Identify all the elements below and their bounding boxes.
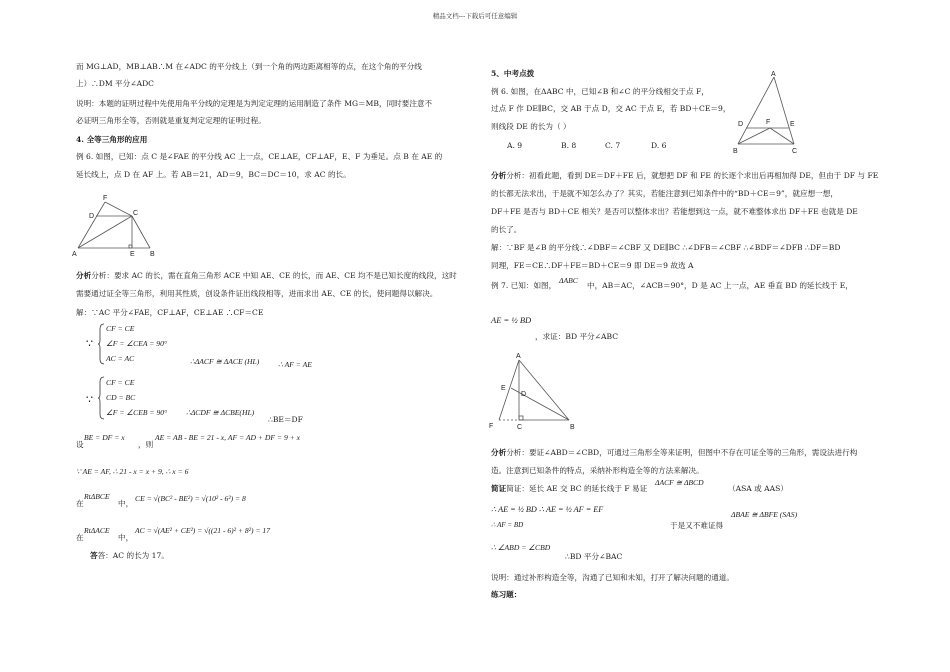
label-b: B [570, 424, 575, 431]
text-line: 的长了。 [491, 225, 522, 234]
label-c: C [133, 210, 139, 217]
math-line: ∠F = ∠CEB = 90° [106, 408, 168, 417]
text-line: 造。注意到已知条件的特点，采纳补形构造全等的方法来解决。 [491, 466, 704, 475]
geometry-figure-1 [70, 190, 165, 258]
math-line: ∴ AF = AE [278, 360, 312, 369]
line-cf [770, 128, 794, 144]
geometry-figure-2 [730, 68, 805, 158]
label-b: B [150, 251, 155, 258]
label-c: C [517, 424, 523, 431]
because-symbol: ∵ [86, 337, 93, 350]
text-line: 在 [76, 499, 84, 508]
text-line: 中，AB＝AC，∠ACB＝90°，D 是 AC 上一点，AE 垂直 BD 的延长线于 E， [587, 281, 853, 290]
because-symbol: ∵ [86, 393, 93, 406]
text-line: 在 [76, 533, 84, 542]
label-f: F [103, 195, 108, 202]
brace-1 [98, 323, 106, 365]
math-line: ΔABC [559, 276, 578, 285]
solution-line: 解：∵BF 是∠B 的平分线∴∠DBF＝∠CBF 又 DE∥BC ∴∠DFB＝∠CBF ∴∠BDF＝∠DFB ∴DF＝BD [491, 243, 841, 252]
math-line: ∵ AE = AF, ∴ 21 - x = x + 9, ∴ x = 6 [76, 467, 189, 476]
label-e: E [501, 385, 506, 392]
text-line: 延长线上，点 D 在 AF 上。若 AB＝21，AD＝9，BC＝DC＝10，求 AC 的长。 [76, 170, 351, 179]
line-ab [519, 360, 569, 420]
line-ac [78, 216, 132, 248]
text-line: 过点 F 作 DE∥BC，交 AB 于点 D，交 AC 于点 E，若 BD＋CE＝9， [491, 104, 731, 113]
exercises-heading: 练习题： [491, 590, 522, 599]
geometry-figure-3 [483, 350, 583, 432]
text-line: ∴BE＝DF [268, 415, 303, 424]
solution-line: 解：∵AC 平分∠FAE，CF⊥AF，CE⊥AE ∴CF＝CE [76, 308, 264, 317]
option-d: D. 6 [651, 141, 667, 150]
math-line: ΔBAE ≅ ΔBFE (SAS) [731, 510, 798, 519]
line-fc [105, 202, 132, 216]
label-e: E [790, 121, 795, 128]
text-line: 例 6. 如图，在ΔABC 中，已知∠B 和∠C 的平分线相交于点 F， [491, 87, 709, 96]
label-a: A [771, 71, 776, 78]
math-line: ∴ AF = BD [491, 521, 524, 529]
text-line: 说明：本题的证明过程中先使用角平分线的定理是为判定定理的运用制造了条件 MG＝MB，同时要注意不 [76, 99, 433, 108]
text-line: 需要通过证全等三角形，利用其性质，创设条件证出线段相等，进而求出 AE、CE 的长，使问题得以解决。 [76, 289, 438, 298]
math-line: ∴ ∠ABD = ∠CBD [491, 543, 551, 552]
line-af [78, 202, 105, 248]
label-a: A [72, 251, 77, 258]
note-line: 说明：通过补形构造全等，沟通了已知和未知，打开了解决问题的通道。 [491, 573, 734, 582]
label-d: D [738, 121, 744, 128]
text-line: （ASA 或 AAS） [728, 484, 788, 493]
math-line: CE = √(BC² - BE²) = √(10² - 6²) = 8 [135, 494, 246, 503]
text-line: 同理，FE＝CE∴DF＋FE＝BD＋CE＝9 即 DE＝9 故选 A [491, 261, 694, 270]
answer-text: 答：AC 的长为 17。 [97, 551, 169, 560]
text-line: 中， [118, 533, 134, 542]
math-line: AE = ½ BD [491, 315, 532, 325]
label-d: D [521, 391, 527, 398]
proof-line: 简证简证：延长 AE 交 BC 的延长线于 F 易证 [491, 484, 648, 493]
text-line: 则线段 DE 的长为（ ） [491, 122, 571, 131]
math-line: ∴ΔCDF ≅ ΔCBE(HL) [186, 408, 255, 417]
math-line: AE = AB - BE = 21 - x, AF = AD + DF = 9 + x [155, 433, 301, 442]
text-line: 例 7. 已知：如图， [491, 281, 557, 290]
text-line: 上）∴DM 平分∠ADC [76, 79, 154, 88]
answer-line: 答答：AC 的长为 17。 [90, 551, 169, 560]
right-angle-mark [129, 245, 132, 248]
text-line: 而 MG⊥AD，MB⊥AB∴M 在∠ADC 的平分线上（到一个角的两边距离相等的点，在这个角的平分线 [76, 62, 422, 71]
math-line: ∴ΔACF ≅ ΔACE (HL) [190, 357, 260, 366]
math-line: CF = CE [106, 324, 135, 333]
line-ab [738, 77, 774, 144]
line-cb [132, 216, 150, 248]
label-f: F [766, 119, 771, 126]
math-line: AC = AC [106, 354, 135, 363]
label-d: D [89, 213, 95, 220]
section-heading: 4. 全等三角形的应用 [76, 135, 148, 144]
math-line: RtΔACE [84, 526, 110, 535]
option-b: B. 8 [561, 141, 577, 150]
text-line: 于是又不难证得 [670, 521, 724, 530]
label-e: E [130, 251, 135, 258]
right-angle-mark [519, 416, 523, 420]
line-ac [774, 77, 794, 144]
math-line: BE = DF = x [84, 433, 125, 442]
right-column [475, 0, 950, 672]
math-line: AC = √(AE² + CE²) = √((21 - 6)² + 8²) = 17 [135, 526, 271, 535]
line-eb [511, 388, 569, 420]
label-a: A [516, 353, 521, 360]
analysis-text: 分析：要证∠ABD＝∠CBD，可通过三角形全等来证明，但图中不存在可证全等的三角形，需设法进行构 [506, 448, 858, 457]
label-b: B [733, 148, 738, 155]
option-c: C. 7 [605, 141, 621, 150]
math-line: ΔACF ≅ ΔBCD [655, 478, 704, 487]
analysis-text: 分析：要求 AC 的长，需在直角三角形 ACE 中知 AE、CE 的长，而 AE、CE 均不是已知长度的线段，这时 [91, 271, 457, 280]
text-line: 设 [76, 440, 84, 449]
math-line: ∴ AE = ½ BD ∴ AE = ½ AF = EF [491, 505, 604, 514]
label-c: C [792, 148, 798, 155]
analysis-line: 分析分析：要证∠ABD＝∠CBD，可通过三角形全等来证明，但图中不存在可证全等的三角形，需设法进行构 [491, 448, 858, 457]
math-line: CD = BC [106, 393, 136, 402]
analysis-text: 分析：初看此题，看到 DE＝DF＋FE 后，就想把 DF 和 FE 的长逐个求出后再相加得 DE，但由于 DF 与 FE [506, 171, 879, 180]
section-heading: 5、中考点拨 [491, 69, 535, 78]
option-a: A. 9 [507, 141, 523, 150]
math-line: ∠F = ∠CEA = 90° [106, 339, 167, 348]
text-line: ，求证：BD 平分∠ABC [535, 332, 619, 341]
line-bf [738, 128, 770, 144]
text-line: 的长都无法求出，于是就不知怎么办了？其实，若能注意到已知条件中的“BD＋CE＝9”，就应想一想， [491, 189, 838, 198]
text-line: 必证明三角形全等，否则就是重复判定定理的证明过程。 [76, 116, 266, 125]
text-line: 例 6. 如图，已知：点 C 是∠FAE 的平分线 AC 上一点，CE⊥AE，CF⊥AF，E、F 为垂足。点 B 在 AE 的 [76, 152, 443, 161]
text-line: ，则 [138, 440, 154, 449]
page-header: 精品文档---下载后可任意编辑 [432, 12, 518, 20]
math-line: CF = CE [106, 378, 135, 387]
text-line: DF＋FE 是否与 BD＋CE 相关？是否可以整体求出？若能想到这一点，就不难整体求出 DF＋FE 也就是 DE [491, 207, 858, 216]
analysis-line: 分析分析：要求 AC 的长，需在直角三角形 ACE 中知 AE、CE 的长，而 AE、CE 均不是已知长度的线段，这时 [76, 271, 457, 280]
text-line: 中， [118, 499, 134, 508]
math-line: RtΔBCE [84, 492, 110, 501]
label-f: F [489, 423, 494, 430]
brace-2 [98, 376, 106, 420]
proof-text: 简证：延长 AE 交 BC 的延长线于 F 易证 [506, 484, 648, 493]
analysis-line: 分析分析：初看此题，看到 DE＝DF＋FE 后，就想把 DF 和 FE 的长逐个求出后再相加得 DE，但由于 DF 与 FE [491, 171, 879, 180]
text-line: ∴BD 平分∠BAC [565, 552, 623, 561]
